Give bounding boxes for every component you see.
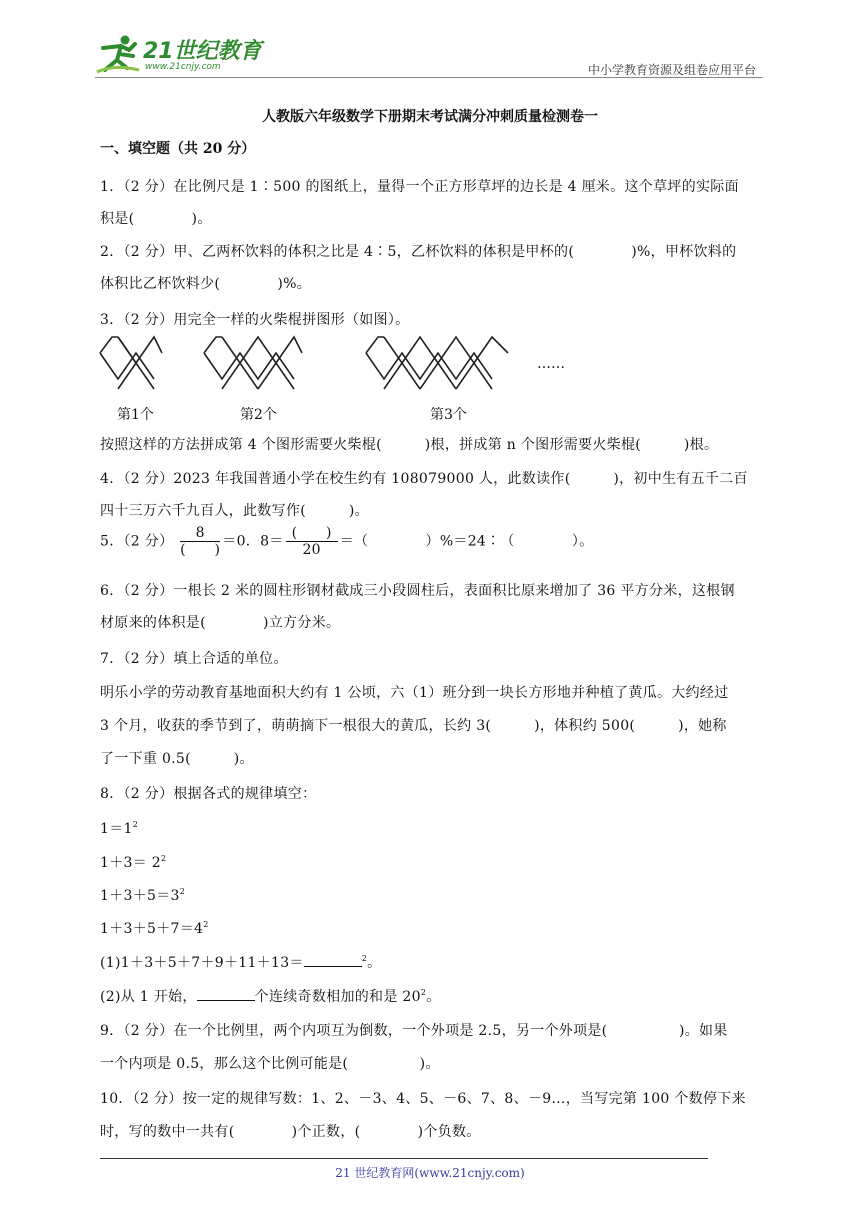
- footer-divider: [100, 1158, 708, 1159]
- figure-1: [100, 337, 162, 389]
- figure-1-label: 第1个: [117, 407, 154, 423]
- q8-eq3: [100, 885, 185, 905]
- fraction-2-denominator: 20: [302, 542, 321, 558]
- q5-prefix: 5．（2 分）: [100, 533, 174, 550]
- logo-url: www.21cnjy.com: [145, 62, 221, 72]
- q8-eq2: [100, 852, 166, 872]
- logo-text: 21世纪教育: [143, 39, 262, 64]
- part2-text-b: 个连续奇数相加的和是 20: [254, 989, 421, 1005]
- section-heading: 一、填空题（共 20 分）: [100, 141, 256, 157]
- q6-line2: 材原来的体积是( )立方分米。: [100, 615, 341, 631]
- q7-line2: 明乐小学的劳动教育基地面积大约有 1 公顷，六（1）班分到一块长方形地并种植了黄瓜。大约经过: [100, 685, 729, 701]
- header-divider: [95, 77, 763, 78]
- q1-line2: 积是( )。: [100, 211, 212, 227]
- q5-line: [100, 525, 594, 558]
- q8-part2: [100, 986, 441, 1006]
- figure-3-label: 第3个: [430, 407, 467, 423]
- eq4-text: 1＋3＋5＋7＝4: [100, 921, 204, 937]
- runner-logo-icon: [95, 34, 141, 76]
- fraction-2: [286, 525, 338, 558]
- part2-text: (2)从 1 开始，: [100, 989, 197, 1005]
- q5-mid: ＝0．8＝: [222, 533, 284, 550]
- figure-3: [366, 337, 508, 389]
- q9-line2: 一个内项是 0.5，那么这个比例可能是( )。: [100, 1056, 440, 1072]
- q5-rest: ＝（ ）%＝24∶（ ）。: [339, 533, 594, 550]
- eq2-text: 1＋3＝ 2: [100, 855, 161, 871]
- q8-part1: [100, 952, 381, 972]
- eq2-exponent: 2: [160, 854, 167, 863]
- eq3-text: 1＋3＋5＝3: [100, 888, 180, 904]
- eq1-text: 1＝1: [100, 821, 133, 837]
- q3-line2: 按照这样的方法拼成第 4 个图形需要火柴棍( )根，拼成第 n 个图形需要火柴棍( )根。: [100, 437, 719, 453]
- q8-eq1: [100, 818, 138, 838]
- q1-line1: 1．（2 分）在比例尺是 1∶500 的图纸上，量得一个正方形草坪的边长是 4 厘米。这个草坪的实际面: [100, 179, 739, 195]
- fraction-1: [180, 525, 220, 558]
- q2-line1: 2．（2 分）甲、乙两杯饮料的体积之比是 4∶5，乙杯饮料的体积是甲杯的( )%，甲杯饮料的: [100, 244, 737, 260]
- q10-line1: 10．（2 分）按一定的规律写数：1、2、－3、4、5、－6、7、8、－9…，当写完第 100 个数停下来: [100, 1091, 746, 1107]
- q8-eq4: [100, 918, 209, 938]
- matchstick-figures: [98, 335, 518, 395]
- q2-line2: 体积比乙杯饮料少( )%。: [100, 276, 312, 292]
- fraction-1-numerator: 8: [180, 525, 220, 542]
- ellipsis: ……: [537, 356, 565, 372]
- q7-line1: 7．（2 分）填上合适的单位。: [100, 651, 288, 667]
- fraction-2-numerator: ( ): [286, 525, 338, 542]
- part1-text: (1)1＋3＋5＋7＋9＋11＋13＝: [100, 955, 304, 971]
- part2-exponent: 2: [420, 988, 427, 997]
- fraction-1-denominator: ( ): [180, 542, 221, 558]
- logo: [95, 34, 265, 76]
- figure-2: [204, 337, 302, 389]
- eq1-exponent: 2: [132, 820, 139, 829]
- q3-line1: 3．（2 分）用完全一样的火柴棍拼图形（如图）。: [100, 312, 410, 328]
- q7-line3: 3 个月，收获的季节到了，萌萌摘下一根很大的黄瓜，长约 3( )，体积约 500( )，她称: [100, 718, 727, 734]
- q10-line2: 时，写的数中一共有( )个正数，( )个负数。: [100, 1124, 481, 1140]
- q6-line1: 6．（2 分）一根长 2 米的圆柱形钢材截成三小段圆柱后，表面积比原来增加了 36 平方分米，这根钢: [100, 583, 735, 599]
- figure-2-label: 第2个: [240, 407, 277, 423]
- eq4-exponent: 2: [203, 920, 209, 929]
- q4-line1: 4．（2 分）2023 年我国普通小学在校生约有 108079000 人，此数读作( )，初中生有五千二百: [100, 471, 748, 487]
- q4-line2: 四十三万六千九百人，此数写作( )。: [100, 503, 369, 519]
- part2-blank[interactable]: [197, 988, 255, 1001]
- q8-line1: 8．（2 分）根据各式的规律填空：: [100, 786, 317, 802]
- part2-end: 。: [426, 989, 441, 1005]
- eq3-exponent: 2: [179, 887, 186, 896]
- part1-exponent: 2: [361, 954, 368, 963]
- part1-end: 。: [367, 955, 382, 971]
- q9-line1: 9．（2 分）在一个比例里，两个内项互为倒数，一个外项是 2.5，另一个外项是( )。如果: [100, 1023, 728, 1039]
- platform-label: 中小学教育资源及组卷应用平台: [587, 63, 756, 77]
- q7-line4: 了一下重 0.5( )。: [100, 751, 254, 767]
- part1-blank[interactable]: [304, 954, 362, 967]
- footer-text[interactable]: 21 世纪教育网(www.21cnjy.com): [335, 1166, 525, 1180]
- page-title: 人教版六年级数学下册期末考试满分冲刺质量检测卷一: [262, 109, 598, 125]
